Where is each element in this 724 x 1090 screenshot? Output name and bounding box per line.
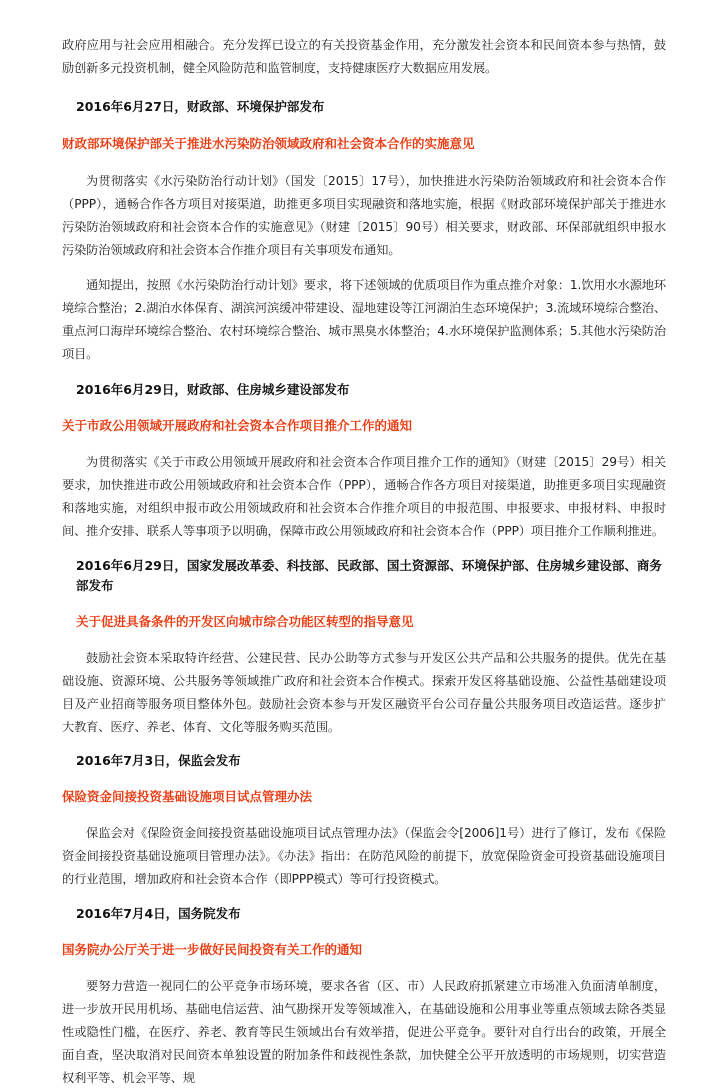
intro-paragraph: 政府应用与社会应用相融合。充分发挥已设立的有关投资基金作用，充分激发社会资本和民间资本参与热情，鼓励创新多元投资机制，健全风险防范和监管制度，支持健康医疗大数据应用发展。 bbox=[62, 38, 666, 75]
section-date: 2016年6月29日，财政部、住房城乡建设部发布 bbox=[76, 382, 350, 397]
section-paragraph: 鼓励社会资本采取特许经营、公建民营、民办公助等方式参与开发区公共产品和公共服务的提供。优先在基础设施、资源环境、公共服务等领域推广政府和社会资本合作模式。探索开发区将基础设施、公益性基础建设项目及产业招商等服务项目整体外包。鼓励社会资本参与开发区融资平台公司存量公共服务项目改造运营。逐步扩大教育、医疗、养老、体育、文化等服务购买范围。 bbox=[62, 651, 666, 734]
section-title: 保险资金间接投资基础设施项目试点管理办法 bbox=[62, 789, 313, 804]
section-title: 关于市政公用领域开展政府和社会资本合作项目推介工作的通知 bbox=[62, 418, 413, 433]
section-date: 2016年6月27日，财政部、环境保护部发布 bbox=[76, 99, 325, 114]
section-paragraph: 保监会对《保险资金间接投资基础设施项目试点管理办法》（保监会令[2006]1号）进行了修订，发布《保险资金间接投资基础设施项目管理办法》。《办法》指出：在防范风险的前提下，放宽保险资金可投资基础设施项目的行业范围，增加政府和社会资本合作（即PPP模式）等可行投资模式。 bbox=[62, 826, 666, 886]
section-title: 国务院办公厅关于进一步做好民间投资有关工作的通知 bbox=[62, 942, 363, 957]
document-page bbox=[62, 34, 666, 1090]
section-paragraph: 通知提出，按照《水污染防治行动计划》要求，将下述领域的优质项目作为重点推介对象：1.饮用水水源地环境综合整治；2.湖泊水体保育、湖滨河滨缓冲带建设、湿地建设等江河湖泊生态环境保护；3.流域环境综合整治、重点河口海岸环境综合整治、农村环境综合整治、城市黑臭水体整治；4.水环境保护监测体系；5.其他水污染防治项目。 bbox=[62, 278, 666, 361]
section-title: 关于促进具备条件的开发区向城市综合功能区转型的指导意见 bbox=[76, 614, 414, 629]
section-paragraph: 为贯彻落实《关于市政公用领域开展政府和社会资本合作项目推介工作的通知》（财建〔2015〕29号）相关要求，加快推进市政公用领域政府和社会资本合作（PPP），通畅合作各方项目对接渠道，助推更多项目实现融资和落地实施，对组织申报市政公用领域政府和社会资本合作推介项目的申报范围、申报要求、申报材料、申报时间、推介安排、联系人等事项予以明确，保障市政公用领域政府和社会资本合作（PPP）项目推介工作顺利推进。 bbox=[62, 455, 666, 538]
section-date: 2016年6月29日，国家发展改革委、科技部、民政部、国土资源部、环境保护部、住房城乡建设部、商务部发布 bbox=[76, 558, 662, 593]
section-paragraph: 为贯彻落实《水污染防治行动计划》（国发〔2015〕17号），加快推进水污染防治领域政府和社会资本合作（PPP），通畅合作各方项目对接渠道，助推更多项目实现融资和落地实施，根据《财政部环境保护部关于推进水污染防治领域政府和社会资本合作的实施意见》（财建〔2015〕90号）相关要求，财政部、环保部就组织申报水污染防治领域政府和社会资本合作推介项目有关事项发布通知。 bbox=[62, 174, 666, 257]
section-date: 2016年7月4日，国务院发布 bbox=[76, 906, 241, 921]
section-paragraph: 要努力营造一视同仁的公平竞争市场环境，要求各省（区、市）人民政府抓紧建立市场准入负面清单制度，进一步放开民用机场、基础电信运营、油气勘探开发等领域准入，在基础设施和公用事业等重点领域去除各类显性或隐性门槛，在医疗、养老、教育等民生领域出台有效举措，促进公平竞争。要针对自行出台的政策，开展全面自查，坚决取消对民间资本单独设置的附加条件和歧视性条款，加快健全公平开放透明的市场规则，切实营造权利平等、机会平等、规 bbox=[62, 979, 666, 1085]
section-title: 财政部环境保护部关于推进水污染防治领域政府和社会资本合作的实施意见 bbox=[62, 136, 475, 151]
section-date: 2016年7月3日，保监会发布 bbox=[76, 753, 241, 768]
